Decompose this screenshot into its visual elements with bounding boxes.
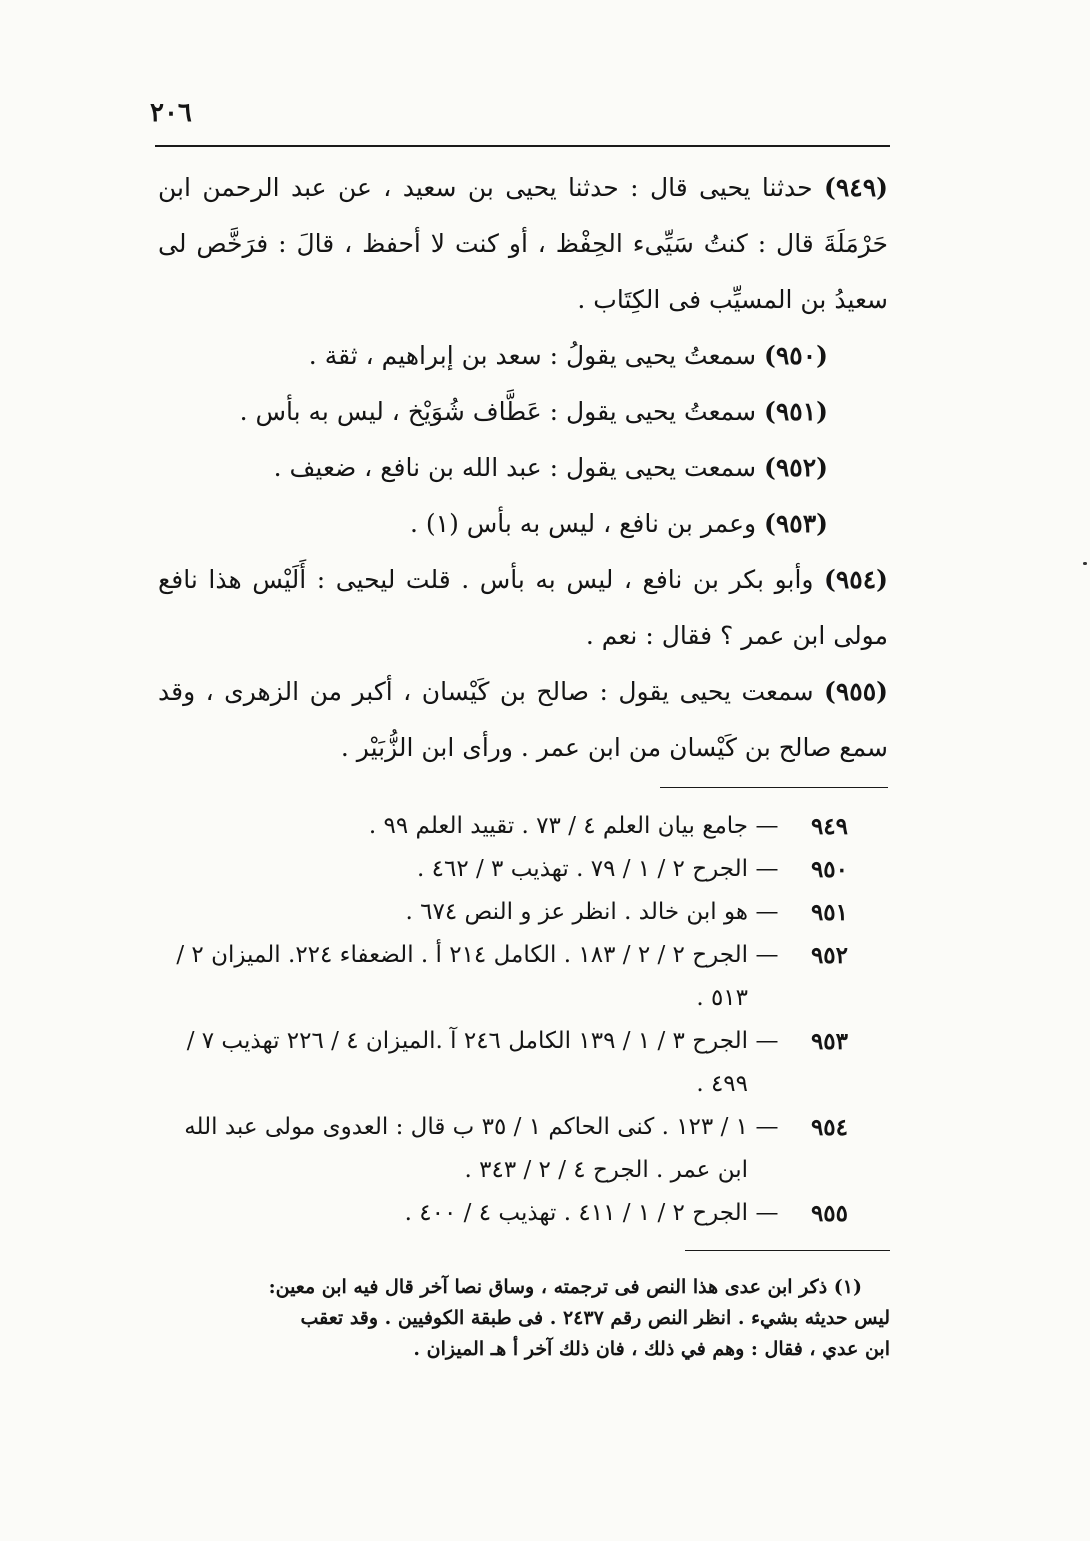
paragraph-952 <box>158 440 888 496</box>
reference-number: ٩٥٥ <box>810 1200 848 1227</box>
reference-item <box>158 1106 848 1192</box>
reference-number: ٩٥٣ <box>810 1028 848 1055</box>
reference-text: الجرح ٢ / ١ / ٧٩ . تهذيب ٣ / ٤٦٢ . <box>416 856 748 882</box>
reference-text: جامع بيان العلم ٤ / ٧٣ . تقييد العلم ٩٩ . <box>368 813 748 839</box>
reference-text: الجرح ٢ / ١ / ٤١١ . تهذيب ٤ / ٤٠٠ . <box>404 1200 748 1226</box>
main-text <box>158 160 888 776</box>
reference-item <box>158 934 848 1020</box>
reference-number: ٩٥٤ <box>810 1114 848 1141</box>
header-rule <box>155 145 890 147</box>
reference-text: الجرح ٣ / ١ / ١٣٩ الكامل ٢٤٦ آ .الميزان ٤ / ٢٢٦ تهذيب ٧ / ٤٩٩ . <box>186 1028 748 1097</box>
paragraph-949 <box>158 160 888 328</box>
paragraph-number: (٩٥٠) <box>764 341 828 370</box>
footnote-line: (١) ذكر ابن عدى هذا النص فى ترجمته ، وساق نصا آخر قال فيه ابن معين: <box>268 1276 862 1298</box>
paragraph-text: سمعت يحيى يقول : عبد الله بن نافع ، ضعيف . <box>273 453 765 482</box>
paragraph-number: (٩٥٣) <box>764 509 828 538</box>
scan-speck <box>1083 562 1087 565</box>
paragraph-text: سمعتُ يحيى يقولُ : سعد بن إبراهيم ، ثقة . <box>308 341 765 370</box>
reference-number: ٩٥٠ <box>810 856 848 883</box>
reference-item <box>158 1020 848 1106</box>
reference-text: الجرح ٢ / ٢ / ١٨٣ . الكامل ٢١٤ أ . الضعفاء ٢٢٤. الميزان ٢ / ٥١٣ . <box>176 942 748 1011</box>
reference-dash: — <box>755 856 779 882</box>
reference-item <box>158 848 848 891</box>
paragraph-text: حدثنا يحيى قال : حدثنا يحيى بن سعيد ، عن عبد الرحمن ابن حَرْمَلَةَ قال : كنتُ سَيِّىء الحِفْظ ، أو كنت لا أحفظ ، قالَ : فرَخَّص لى سعيدُ بن المسيِّب فى الكِتَاب . <box>158 173 888 314</box>
reference-number: ٩٥٢ <box>810 942 848 969</box>
reference-dash: — <box>755 813 779 839</box>
reference-text: ١ / ١٢٣ . كنى الحاكم ١ / ٣٥ ب قال : العدوى مولى عبد الله ابن عمر . الجرح ٤ / ٢ / ٣٤٣ . <box>184 1114 748 1183</box>
paragraph-number: (٩٥٢) <box>764 453 828 482</box>
reference-dash: — <box>755 1028 779 1054</box>
footnote-rule <box>685 1250 890 1251</box>
page-number: ٢٠٦ <box>150 98 192 128</box>
paragraph-text: وعمر بن نافع ، ليس به بأس (١) . <box>409 509 765 538</box>
reference-number: ٩٤٩ <box>810 813 848 840</box>
reference-dash: — <box>755 1114 779 1140</box>
footnote-line: ليس حديثه بشيء . انظر النص رقم ٢٤٣٧ . فى طبقة الكوفيين . وقد تعقب <box>300 1307 890 1329</box>
footnote-line: ابن عدي ، فقال : وهم في ذلك ، فان ذلك آخر أ هـ الميزان . <box>413 1338 890 1360</box>
paragraph-953 <box>158 496 888 552</box>
reference-item <box>158 1192 848 1235</box>
reference-dash: — <box>755 1200 779 1226</box>
reference-item <box>158 891 848 934</box>
paragraph-950 <box>158 328 888 384</box>
paragraph-number: (٩٤٩) <box>824 173 888 202</box>
paragraph-text: وأبو بكر بن نافع ، ليس به بأس . قلت ليحيى : أَلَيْس هذا نافع مولى ابن عمر ؟ فقال : نعم . <box>158 565 888 650</box>
references-list <box>158 805 848 1235</box>
references-rule <box>660 787 888 788</box>
paragraph-number: (٩٥١) <box>764 397 828 426</box>
paragraph-number: (٩٥٥) <box>824 677 888 706</box>
paragraph-text: سمعتُ يحيى يقول : عَطَّاف شُوَيْخ ، ليس به بأس . <box>239 397 765 426</box>
paragraph-951 <box>158 384 888 440</box>
paragraph-955 <box>158 664 888 776</box>
paragraph-text: سمعت يحيى يقول : صالح بن كَيْسان ، أكبر من الزهرى ، وقد سمع صالح بن كَيْسان من ابن عمر . ورأى ابن الزُّبَيْر . <box>158 677 888 762</box>
footnote <box>158 1272 890 1365</box>
paragraph-number: (٩٥٤) <box>824 565 888 594</box>
reference-item <box>158 805 848 848</box>
reference-dash: — <box>755 942 779 968</box>
reference-dash: — <box>755 899 779 925</box>
paragraph-954 <box>158 552 888 664</box>
reference-number: ٩٥١ <box>810 899 848 926</box>
reference-text: هو ابن خالد . انظر عز و النص ٦٧٤ . <box>405 899 748 925</box>
